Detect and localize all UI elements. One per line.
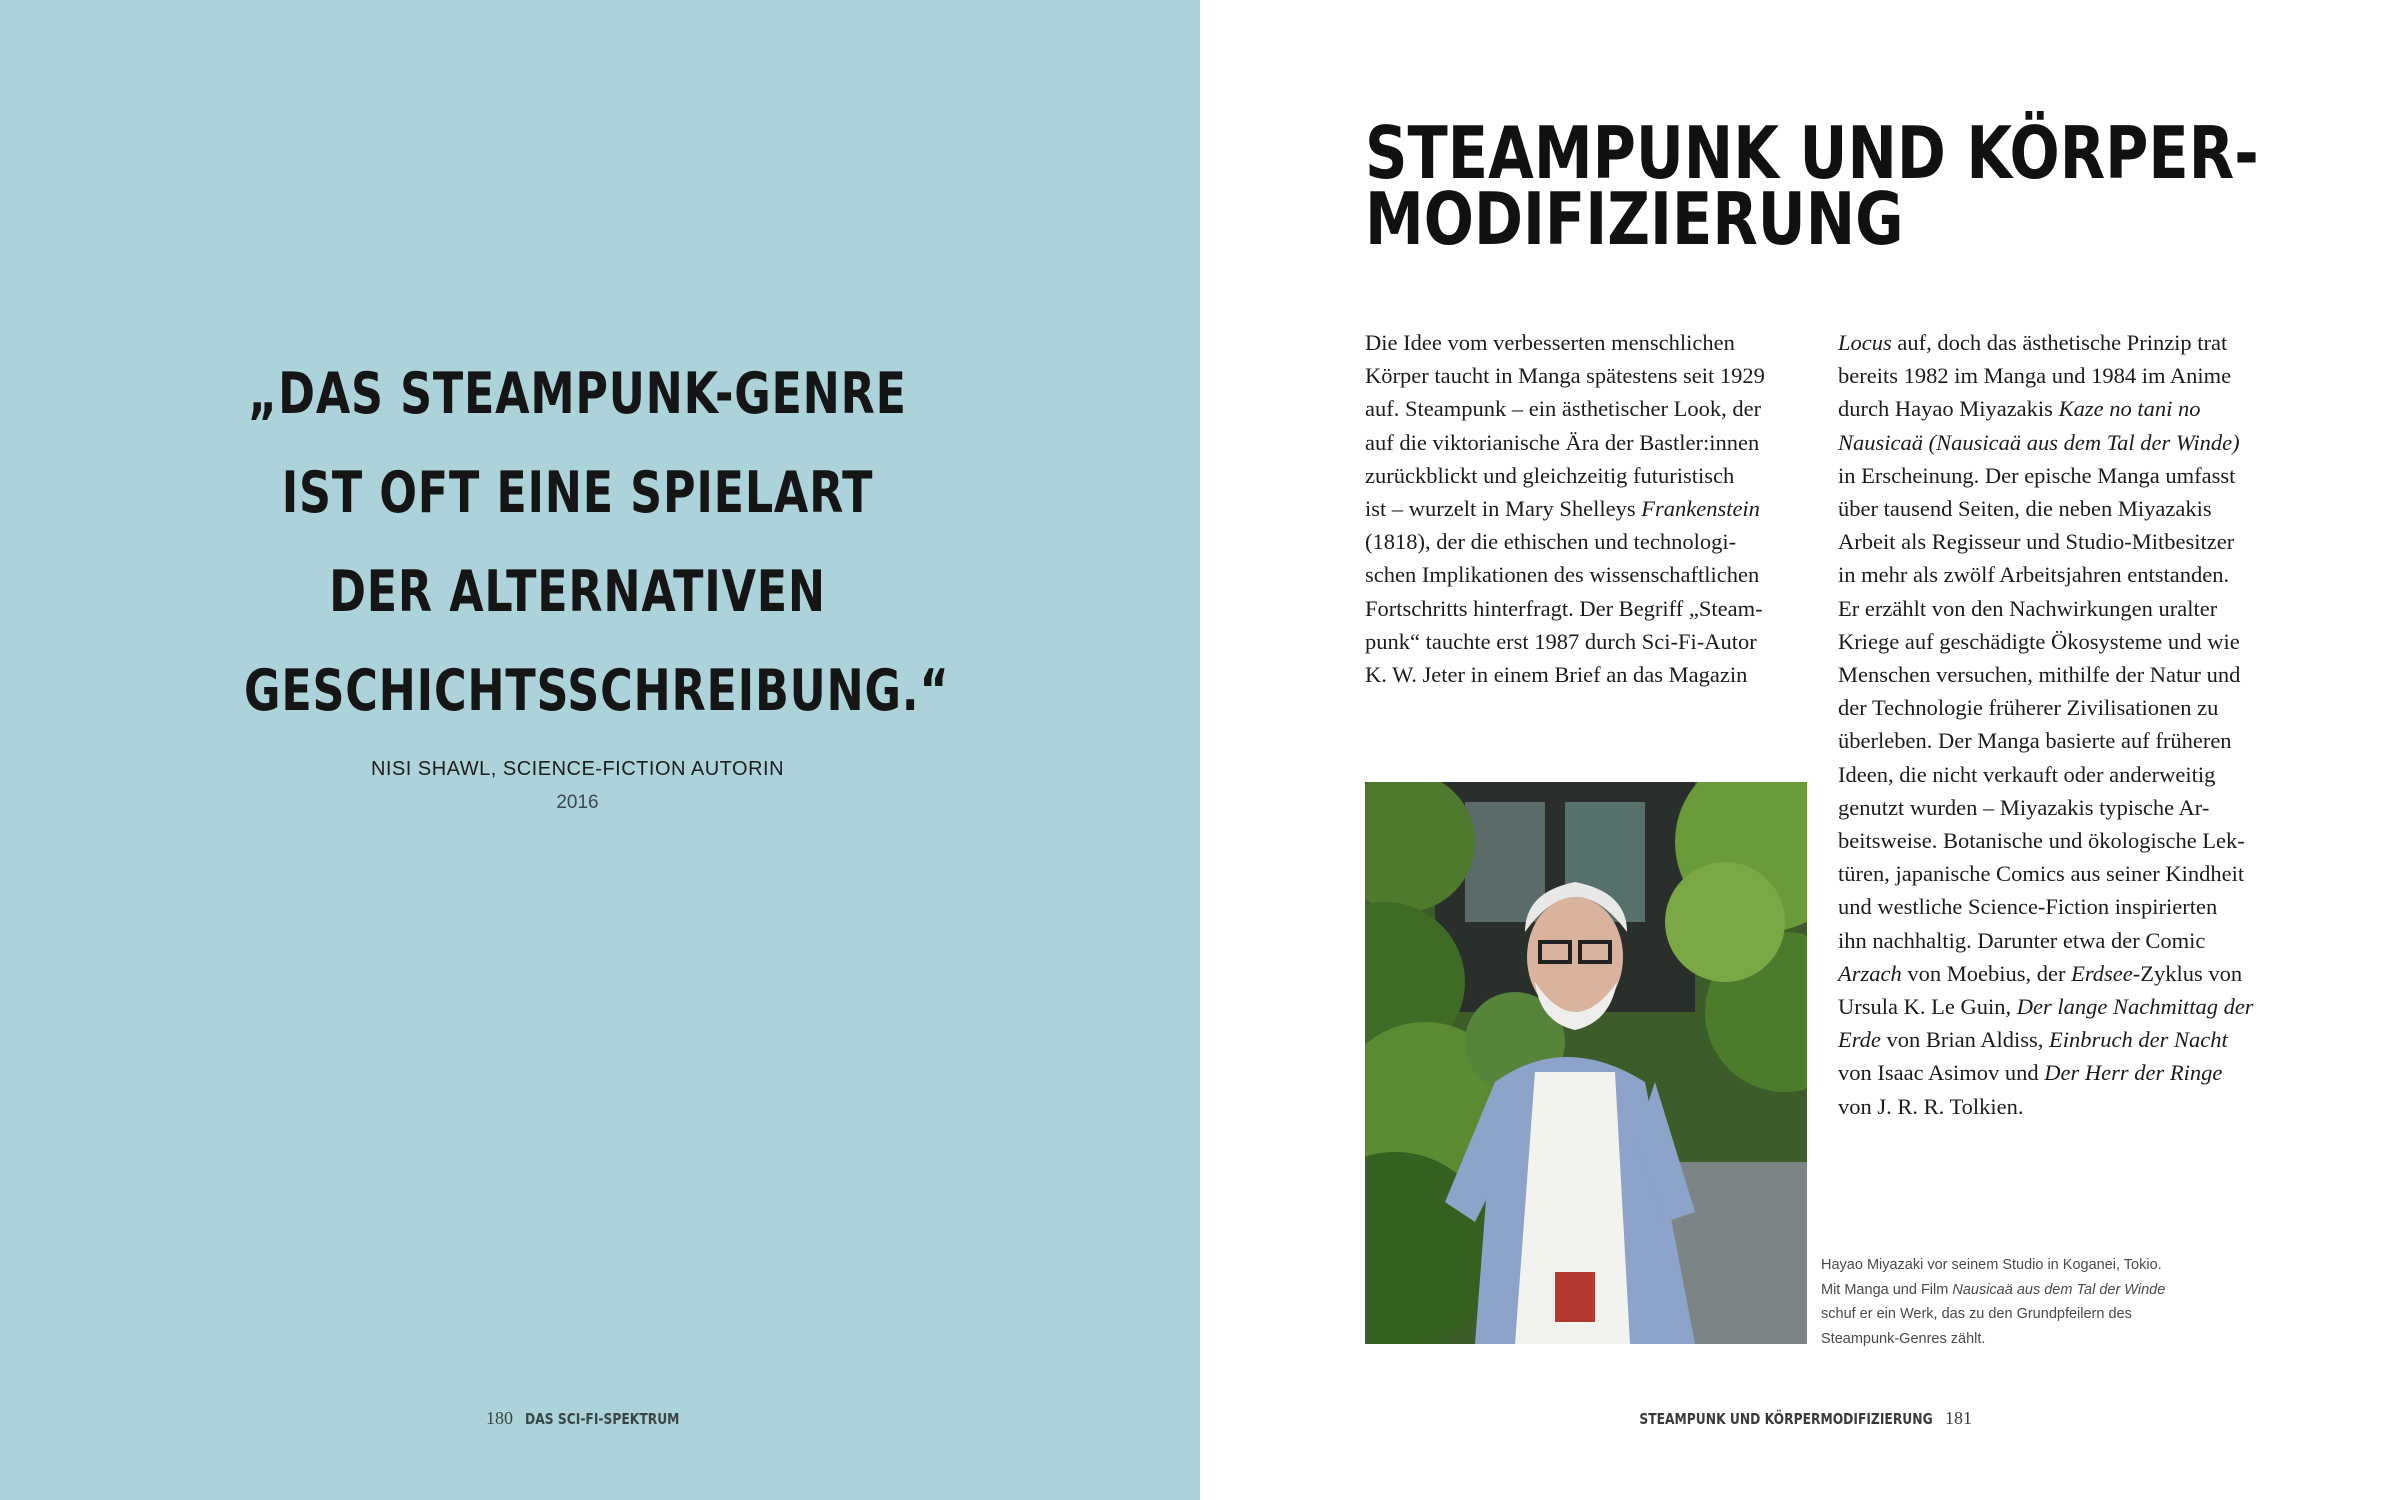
text-line: durch Hayao Miyazakis Kaze no tani no xyxy=(1838,396,2201,422)
text-line: Locus auf, doch das ästhetische Prinzip trat xyxy=(1838,330,2228,355)
page-title xyxy=(1365,111,2259,261)
text-line: von J. R. R. Tolkien. xyxy=(1838,1093,2024,1119)
text-line: schen Implikationen des wissenschaftlichen xyxy=(1365,562,1760,588)
text-line: Nausicaä (Nausicaä aus dem Tal der Winde) xyxy=(1838,429,2240,455)
portrait-photo xyxy=(1365,782,1807,1344)
text-line: ist – wurzelt in Mary Shelleys Frankenstein xyxy=(1365,496,1760,522)
text-line: beitsweise. Botanische und ökologische Lek- xyxy=(1838,828,2245,854)
title-line: STEAMPUNK UND KÖRPER- xyxy=(1365,111,2259,195)
quote-year: 2016 xyxy=(556,792,599,813)
text-line: in Erscheinung. Der epische Manga umfasst xyxy=(1838,462,2236,488)
text-line: Er erzählt von den Nachwirkungen uralter xyxy=(1838,595,2218,621)
title-line: MODIFIZIERUNG xyxy=(1365,177,1904,261)
quote-line: GESCHICHTSSCHREIBUNG.“ xyxy=(244,658,950,724)
text-line: Steampunk-Genres zählt. xyxy=(1821,1330,1986,1347)
text-line: Mit Manga und Film Nausicaä aus dem Tal der Winde xyxy=(1821,1281,2166,1298)
text-line: und westliche Science-Fiction inspirierten xyxy=(1838,894,2218,920)
folio-right xyxy=(1575,1408,1972,1429)
text-line: überleben. Der Manga basierte auf früheren xyxy=(1838,728,2232,754)
text-line: Arbeit als Regisseur und Studio-Mitbesitzer xyxy=(1838,529,2235,555)
running-head-left: DAS SCI-FI-SPEKTRUM xyxy=(525,1410,680,1428)
text-line: Die Idee vom verbesserten menschlichen xyxy=(1365,330,1735,355)
text-line: zurückblickt und gleichzeitig futuristisch xyxy=(1365,462,1735,488)
quote-author: NISI SHAWL, SCIENCE-FICTION AUTORIN xyxy=(370,758,785,780)
text-line: von Isaac Asimov und Der Herr der Ringe xyxy=(1838,1060,2223,1086)
quote-line: „DAS STEAMPUNK-GENRE xyxy=(248,361,907,427)
quote-line: DER ALTERNATIVEN xyxy=(329,559,826,625)
text-line: über tausend Seiten, die neben Miyazakis xyxy=(1838,496,2212,522)
text-line: der Technologie früherer Zivilisationen zu xyxy=(1838,695,2219,721)
text-line: (1818), der die ethischen und technologi- xyxy=(1365,529,1737,555)
quote-line: IST OFT EINE SPIELART xyxy=(281,460,874,526)
folio-left xyxy=(486,1408,714,1429)
running-head-right: STEAMPUNK UND KÖRPERMODIFIZIERUNG xyxy=(1639,1410,1933,1428)
text-line: Ursula K. Le Guin, Der lange Nachmittag der xyxy=(1838,994,2254,1020)
text-line: Fortschritts hinterfragt. Der Begriff „Steam- xyxy=(1365,595,1763,621)
text-line: Ideen, die nicht verkauft oder anderweitig xyxy=(1838,761,2216,787)
text-line: in mehr als zwölf Arbeitsjahren entstanden. xyxy=(1838,562,2230,588)
text-line: auf die viktorianische Ära der Bastler:innen xyxy=(1365,429,1760,455)
text-line: Menschen versuchen, mithilfe der Natur und xyxy=(1838,662,2241,688)
text-line: K. W. Jeter in einem Brief an das Magazin xyxy=(1365,662,1748,688)
text-line: auf. Steampunk – ein ästhetischer Look, der xyxy=(1365,396,1762,422)
pull-quote xyxy=(244,345,950,741)
text-line: bereits 1982 im Manga und 1984 im Anime xyxy=(1838,363,2232,389)
text-line: Erde von Brian Aldiss, Einbruch der Nacht xyxy=(1838,1027,2228,1053)
text-column-2 xyxy=(1838,326,2288,1123)
text-line: punk“ tauchte erst 1987 durch Sci-Fi-Autor xyxy=(1365,628,1757,654)
text-line: Arzach von Moebius, der Erdsee-Zyklus von xyxy=(1838,960,2243,986)
text-line: genutzt wurden – Miyazakis typische Ar- xyxy=(1838,794,2210,820)
text-line: Hayao Miyazaki vor seinem Studio in Koganei, Tokio. xyxy=(1821,1257,2162,1273)
page-number-right: 181 xyxy=(1945,1408,1972,1428)
text-line: schuf er ein Werk, das zu den Grundpfeilern des xyxy=(1821,1306,2132,1322)
page-number-left: 180 xyxy=(486,1408,513,1428)
text-line: türen, japanische Comics aus seiner Kindheit xyxy=(1838,861,2245,887)
text-line: ihn nachhaltig. Darunter etwa der Comic xyxy=(1838,927,2206,953)
text-line: Körper taucht in Manga spätestens seit 1929 xyxy=(1365,363,1765,389)
text-line: Kriege auf geschädigte Ökosysteme und wie xyxy=(1838,628,2240,654)
text-column-1 xyxy=(1365,326,1805,691)
photo-caption xyxy=(1821,1253,2201,1351)
